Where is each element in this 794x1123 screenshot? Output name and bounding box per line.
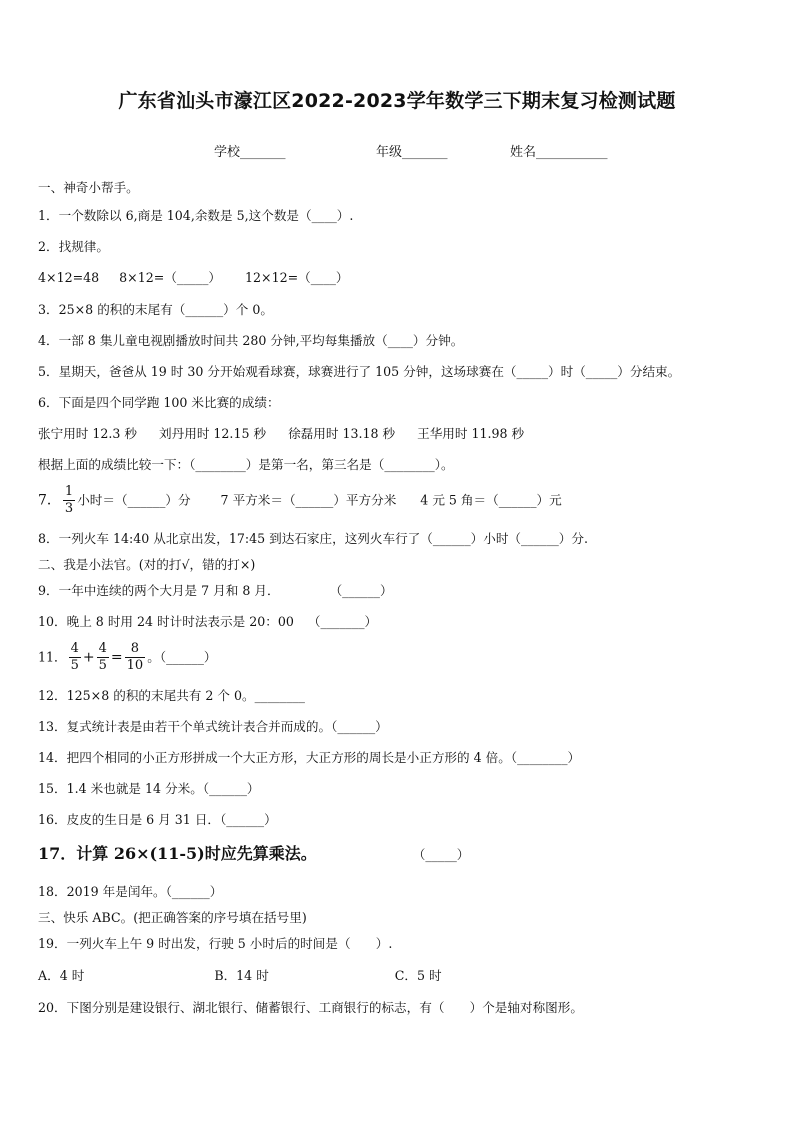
question-1: 1．一个数除以 6,商是 104,余数是 5,这个数是（____）. [38,208,354,223]
section-2-heading: 二、我是小法官。(对的打√，错的打×) [38,557,256,572]
question-4: 4．一部 8 集儿童电视剧播放时间共 280 分钟,平均每集播放（____）分钟。 [38,333,464,348]
name-field: 姓名___________ [510,145,608,160]
result-liudan: 刘丹用时 12.15 秒 [159,426,267,441]
section-3-heading: 三、快乐 ABC。(把正确答案的序号填在括号里) [38,910,307,925]
question-5: 5．星期天，爸爸从 19 时 30 分开始观看球赛，球赛进行了 105 分钟，这场球赛在（_____）时（_____）分结束。 [38,364,681,379]
grade-field: 年级_______ [376,145,448,160]
option-b: B．14 时 [214,968,269,983]
question-18: 18．2019 年是闰年。（______） [38,884,223,899]
question-10: 10．晚上 8 时用 24 时计时法表示是 20：00 （_______） [38,614,378,629]
question-16: 16．皮皮的生日是 6 月 31 日．（______） [38,812,277,827]
question-6-results [38,426,524,442]
question-20: 20．下图分别是建设银行、湖北银行、储蓄银行、工商银行的标志，有（ ）个是轴对称图形。 [38,1000,583,1015]
question-12: 12．125×8 的积的末尾共有 2 个 0。________ [38,688,305,703]
question-6-compare: 根据上面的成绩比较一下：（________）是第一名，第三名是（________）。 [38,457,454,472]
question-6: 6．下面是四个同学跑 100 米比赛的成绩： [38,395,280,410]
fraction-8-10: $\frac{8}{10}$ [126,641,144,673]
result-wanghua: 王华用时 11.98 秒 [417,426,525,441]
question-8: 8．一列火车 14:40 从北京出发，17:45 到达石家庄，这列火车行了（______）小时（______）分. [38,531,588,546]
question-7-number: 7． [38,492,61,509]
school-field: 学校_______ [214,145,286,160]
question-9: 9．一年中连续的两个大月是 7 月和 8 月． （______） [38,583,393,598]
question-3: 3．25×8 的积的末尾有（______）个 0。 [38,302,273,317]
question-19: 19．一列火车上午 9 时出发，行驶 5 小时后的时间是（ ）. [38,936,393,951]
equals-sign: = [110,649,123,666]
question-7-part-b: 7 平方米＝（______）平方分米 [220,492,397,508]
option-c: C．5 时 [394,968,442,983]
question-7-part-c: 4 元 5 角＝（______）元 [420,492,562,508]
question-2: 2．找规律。 [38,239,109,254]
pattern-1: 4×12=48 [38,270,100,285]
pattern-2: 8×12=（_____） [119,270,221,285]
fraction-4-5-b: $\frac{4}{5}$ [98,641,107,673]
question-13: 13．复式统计表是由若干个单式统计表合并而成的。（______） [38,719,388,734]
result-zhangning: 张宁用时 12.3 秒 [38,426,138,441]
option-a: A．4 时 [38,968,85,983]
question-2-patterns [38,270,349,286]
question-11: 11． $\frac{4}{5}$ + $\frac{4}{5}$ = $\frac{8}{10}$ 。（______） [38,641,217,673]
fraction-one-third: $\frac{1}{3}$ [64,484,74,516]
page-title: 广东省汕头市濠江区2022-2023学年数学三下期末复习检测试题 [118,90,676,112]
question-14: 14．把四个相同的小正方形拼成一个大正方形，大正方形的周长是小正方形的 4 倍。（________） [38,750,581,765]
plus-sign: + [82,649,95,666]
section-1-heading: 一、神奇小帮手。 [38,180,139,195]
question-17: 17．计算 26×(11-5)时应先算乘法。 （_____） [38,844,470,863]
pattern-3: 12×12=（____） [245,270,349,285]
question-7 [38,484,562,517]
question-7-part-a: 小时＝（______）分 [77,492,191,508]
fraction-4-5-a: $\frac{4}{5}$ [70,641,79,673]
question-15: 15．1.4 米也就是 14 分米。（______） [38,781,260,796]
question-19-options [38,968,442,984]
result-xulei: 徐磊用时 13.18 秒 [288,426,396,441]
